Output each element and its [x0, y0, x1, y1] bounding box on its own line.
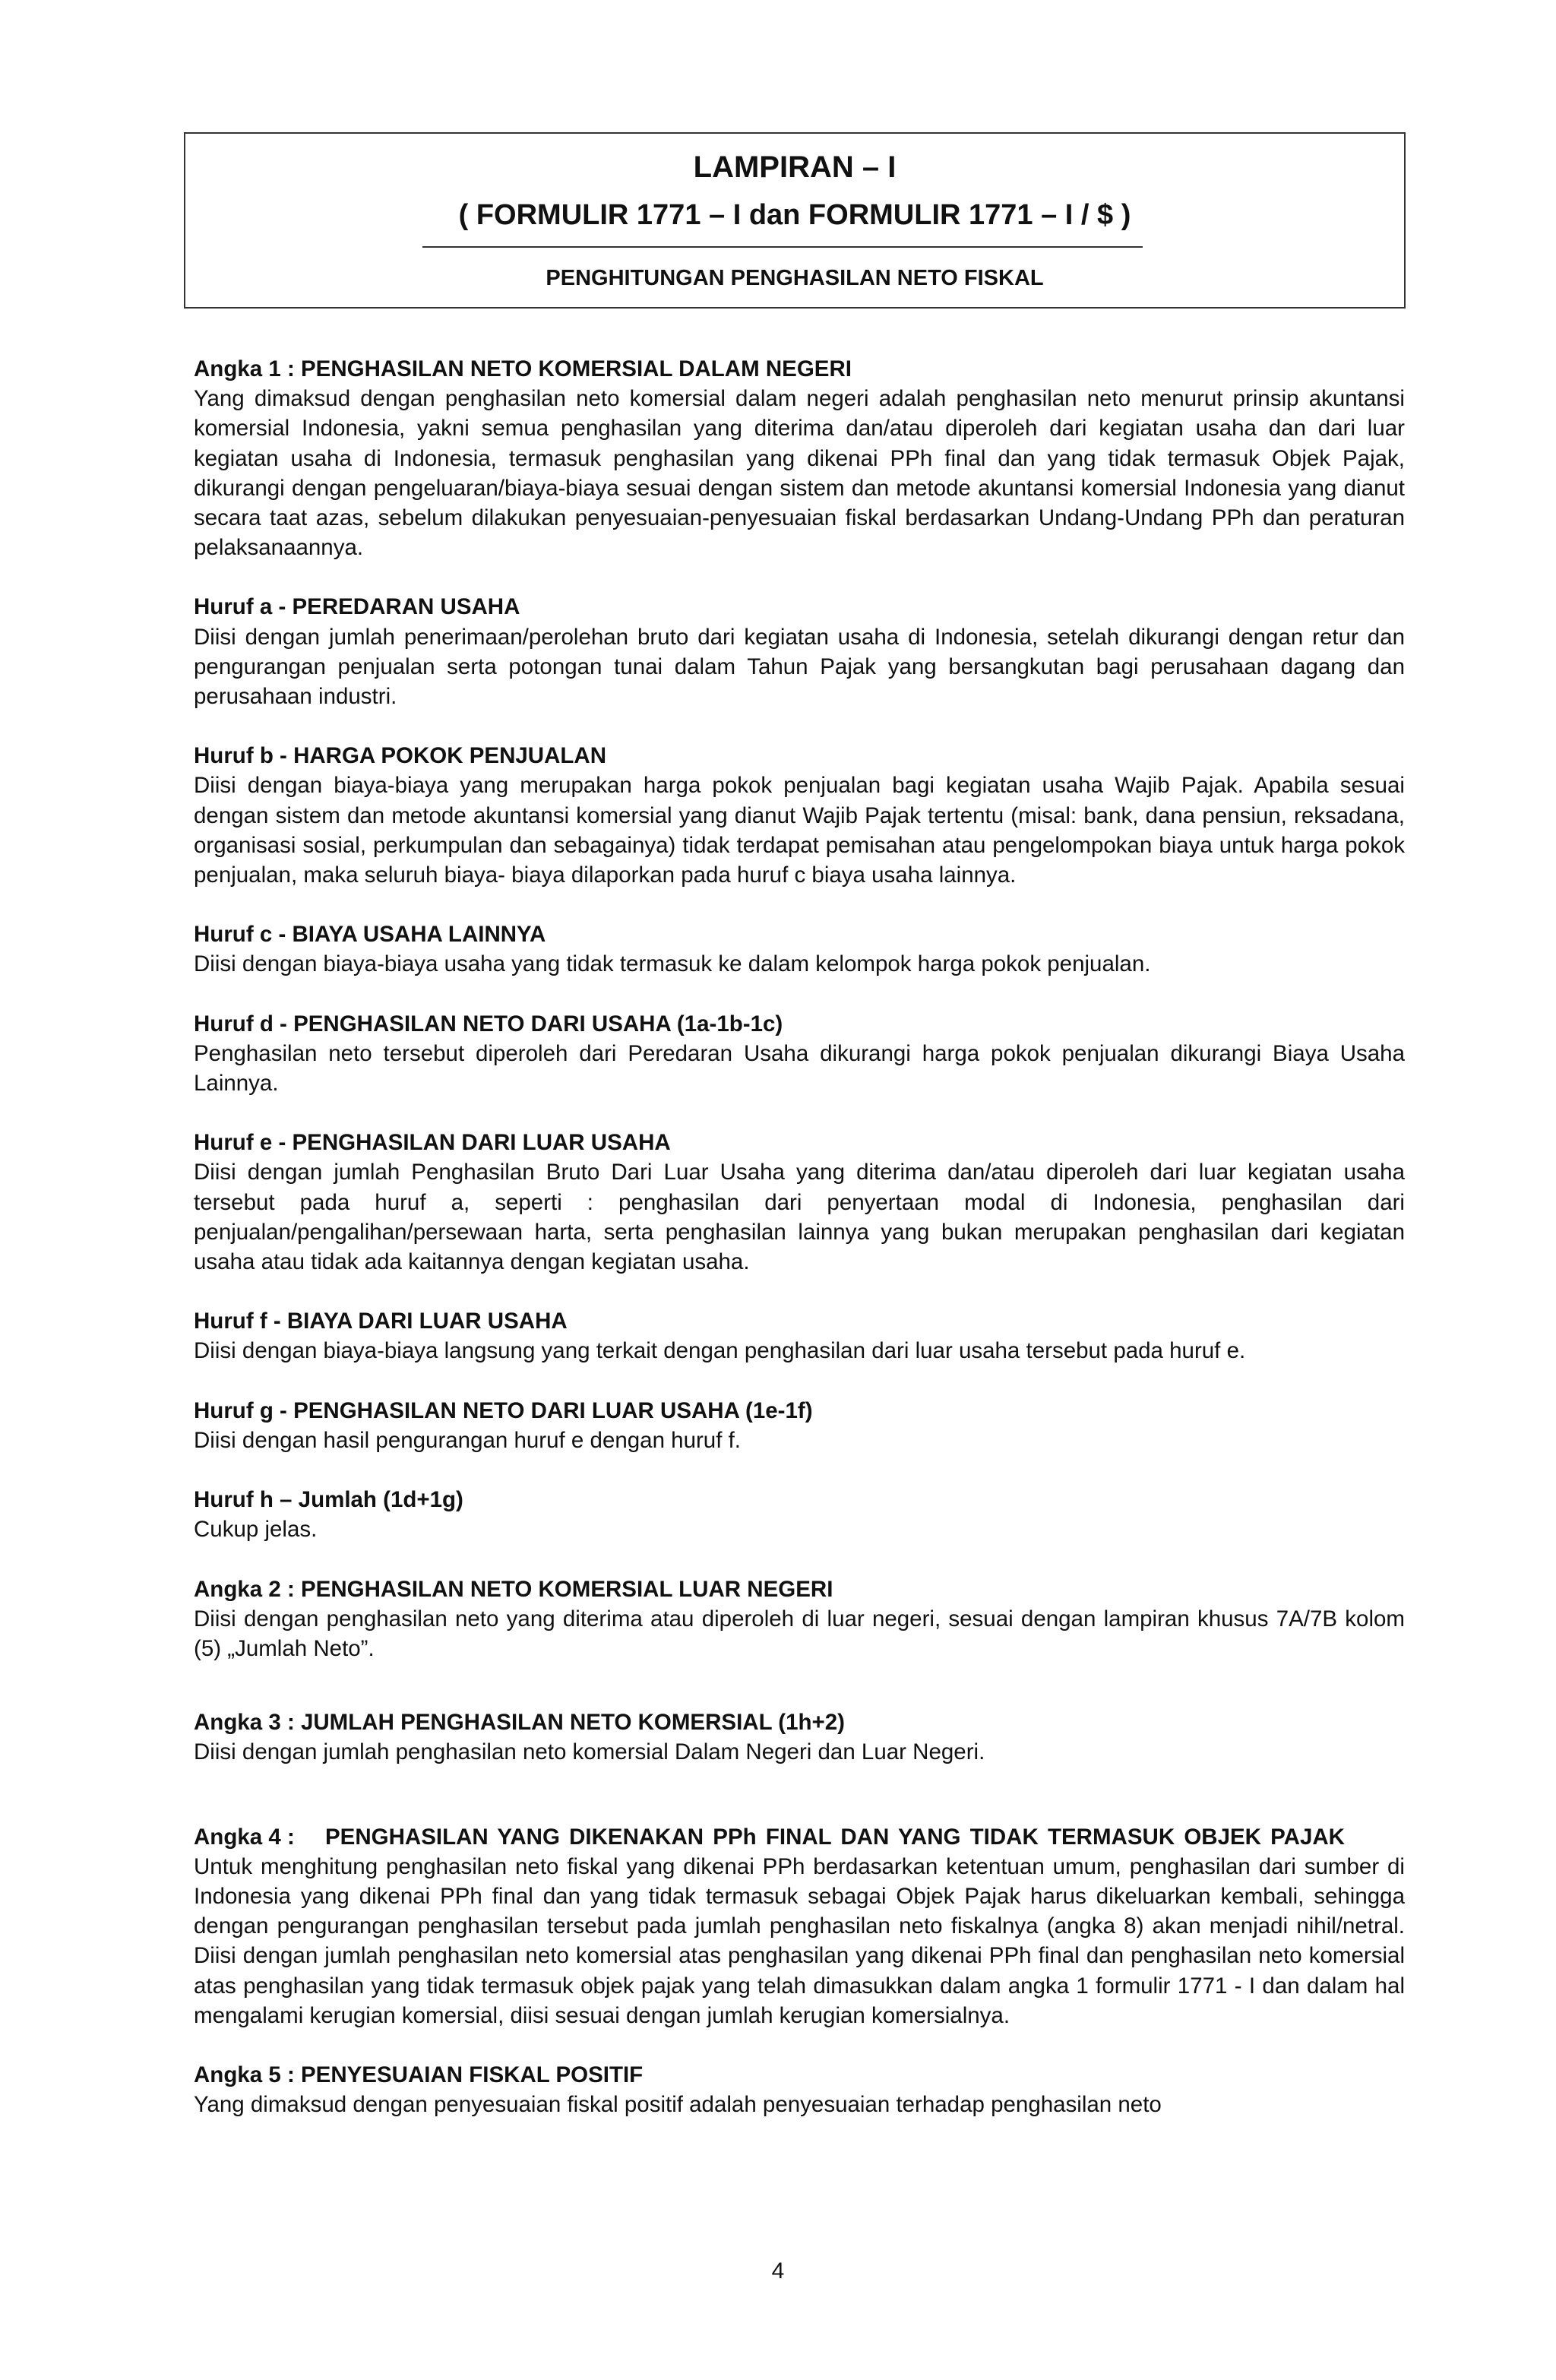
- section-body: Diisi dengan biaya-biaya yang merupakan harga pokok penjualan bagi kegiatan usaha Wajib Pajak. Apabila sesuai dengan sistem dan metode akuntansi komersial yang dianut Wajib Pajak tertentu (misal: bank, dana pensiun, reksadana, organisasi sosial, perkumpulan dan sebagainya) tidak terdapat pemisahan atau pengelompokan biaya untuk harga pokok penjualan, maka seluruh biaya- biaya dilaporkan pada huruf c biaya usaha lainnya.: [194, 773, 1405, 888]
- section-heading: [194, 1822, 1405, 1852]
- section-heading: Huruf d - PENGHASILAN NETO DARI USAHA (1a-1b-1c): [194, 1011, 783, 1037]
- section-heading: Huruf e - PENGHASILAN DARI LUAR USAHA: [194, 1130, 671, 1156]
- section-body: Cukup jelas.: [194, 1517, 318, 1543]
- section-heading: Angka 1 : PENGHASILAN NETO KOMERSIAL DALAM NEGERI: [194, 356, 852, 381]
- section-heading: Huruf c - BIAYA USAHA LAINNYA: [194, 922, 546, 948]
- section-angka-5: [194, 2060, 1405, 2119]
- section-huruf-b: [194, 741, 1405, 890]
- section-body: Diisi dengan jumlah penerimaan/perolehan bruto dari kegiatan usaha di Indonesia, setelah dikurangi dengan retur dan pengurangan penjualan serta potongan tunai dalam Tahun Pajak yang bersangkutan bagi perusahaan dagang dan perusahaan industri.: [194, 624, 1405, 710]
- header-box: [184, 132, 1406, 309]
- section-heading: Angka 5 : PENYESUAIAN FISKAL POSITIF: [194, 2062, 644, 2087]
- page-number: 4: [771, 2258, 785, 2283]
- header-divider: [422, 246, 1143, 248]
- section-body: Diisi dengan biaya-biaya langsung yang terkait dengan penghasilan dari luar usaha tersebut pada huruf e.: [194, 1338, 1246, 1364]
- section-huruf-e: [194, 1128, 1405, 1277]
- section-angka-3: [194, 1707, 1405, 1767]
- section-heading-text: PENGHASILAN YANG DIKENAKAN PPh FINAL DAN YANG TIDAK TERMASUK OBJEK PAJAK: [325, 1824, 1345, 1850]
- section-body: Diisi dengan biaya-biaya usaha yang tidak termasuk ke dalam kelompok harga pokok penjualan.: [194, 951, 1151, 977]
- section-huruf-f: [194, 1306, 1405, 1366]
- section-body: Penghasilan neto tersebut diperoleh dari Peredaran Usaha dikurangi harga pokok penjualan dikurangi Biaya Usaha Lainnya.: [194, 1040, 1405, 1097]
- section-heading: Huruf a - PEREDARAN USAHA: [194, 594, 520, 620]
- section-huruf-d: [194, 1009, 1405, 1099]
- section-body: Diisi dengan jumlah penghasilan neto komersial Dalam Negeri dan Luar Negeri.: [194, 1739, 985, 1765]
- section-body: Diisi dengan hasil pengurangan huruf e dengan huruf f.: [194, 1427, 741, 1453]
- section-body: Untuk menghitung penghasilan neto fiskal yang dikenai PPh berdasarkan ketentuan umum, penghasilan dari sumber di Indonesia yang dikenai PPh final dan yang tidak termasuk sebagai Objek Pajak harus dikeluarkan kembali, sehingga dengan pengurangan penghasilan tersebut pada jumlah penghasilan neto fiskalnya (angka 8) akan menjadi nihil/netral. Diisi dengan jumlah penghasilan neto komersial atas penghasilan yang dikenai PPh final dan penghasilan neto komersial atas penghasilan yang tidak termasuk objek pajak yang telah dimasukkan dalam angka 1 formulir 1771 - I dan dalam hal mengalami kerugian komersial, diisi sesuai dengan jumlah kerugian komersialnya.: [194, 1853, 1405, 2028]
- section-body: Yang dimaksud dengan penghasilan neto komersial dalam negeri adalah penghasilan neto menurut prinsip akuntansi komersial Indonesia, yakni semua penghasilan yang diterima dan/atau diperoleh dari kegiatan usaha dan dari luar kegiatan usaha di Indonesia, termasuk penghasilan yang dikenai PPh final dan yang tidak termasuk Objek Pajak, dikurangi dengan pengeluaran/biaya-biaya sesuai dengan sistem dan metode akuntansi komersial Indonesia yang dianut secara taat azas, sebelum dilakukan penyesuaian-penyesuaian fiskal berdasarkan Undang-Undang PPh dan peraturan pelaksanaannya.: [194, 386, 1405, 561]
- document-title: LAMPIRAN – I: [693, 150, 897, 184]
- section-huruf-a: [194, 592, 1405, 711]
- document-body: [194, 354, 1405, 2149]
- section-heading: Huruf b - HARGA POKOK PENJUALAN: [194, 743, 607, 769]
- section-body: Diisi dengan jumlah Penghasilan Bruto Dari Luar Usaha yang diterima dan/atau diperoleh dari luar kegiatan usaha tersebut pada huruf a, seperti : penghasilan dari penyertaan modal di Indonesia, penghasilan dari penjualan/pengalihan/persewaan harta, serta penghasilan lainnya yang bukan merupakan penghasilan dari kegiatan usaha atau tidak ada kaitannya dengan kegiatan usaha.: [194, 1160, 1405, 1275]
- section-huruf-g: [194, 1396, 1405, 1455]
- section-body: Diisi dengan penghasilan neto yang diterima atau diperoleh di luar negeri, sesuai dengan lampiran khusus 7A/7B kolom (5) „Jumlah Neto”.: [194, 1606, 1405, 1661]
- section-heading: Angka 3 : JUMLAH PENGHASILAN NETO KOMERSIAL (1h+2): [194, 1710, 845, 1736]
- section-heading: Huruf f - BIAYA DARI LUAR USAHA: [194, 1309, 568, 1334]
- document-subtitle: ( FORMULIR 1771 – I dan FORMULIR 1771 – I / $ ): [458, 199, 1131, 231]
- section-body: Yang dimaksud dengan penyesuaian fiskal positif adalah penyesuaian terhadap penghasilan neto: [194, 2092, 1162, 2118]
- document-caption: PENGHITUNGAN PENGHASILAN NETO FISKAL: [546, 266, 1044, 290]
- section-heading: Huruf g - PENGHASILAN NETO DARI LUAR USAHA (1e-1f): [194, 1397, 813, 1423]
- section-heading: Angka 2 : PENGHASILAN NETO KOMERSIAL LUAR NEGERI: [194, 1576, 833, 1602]
- section-heading-number: Angka 4 :: [194, 1824, 295, 1850]
- section-angka-1: [194, 354, 1405, 562]
- section-angka-4: [194, 1822, 1405, 2030]
- section-huruf-h: [194, 1485, 1405, 1544]
- section-huruf-c: [194, 919, 1405, 979]
- section-angka-2: [194, 1575, 1405, 1664]
- section-heading: Huruf h – Jumlah (1d+1g): [194, 1487, 463, 1513]
